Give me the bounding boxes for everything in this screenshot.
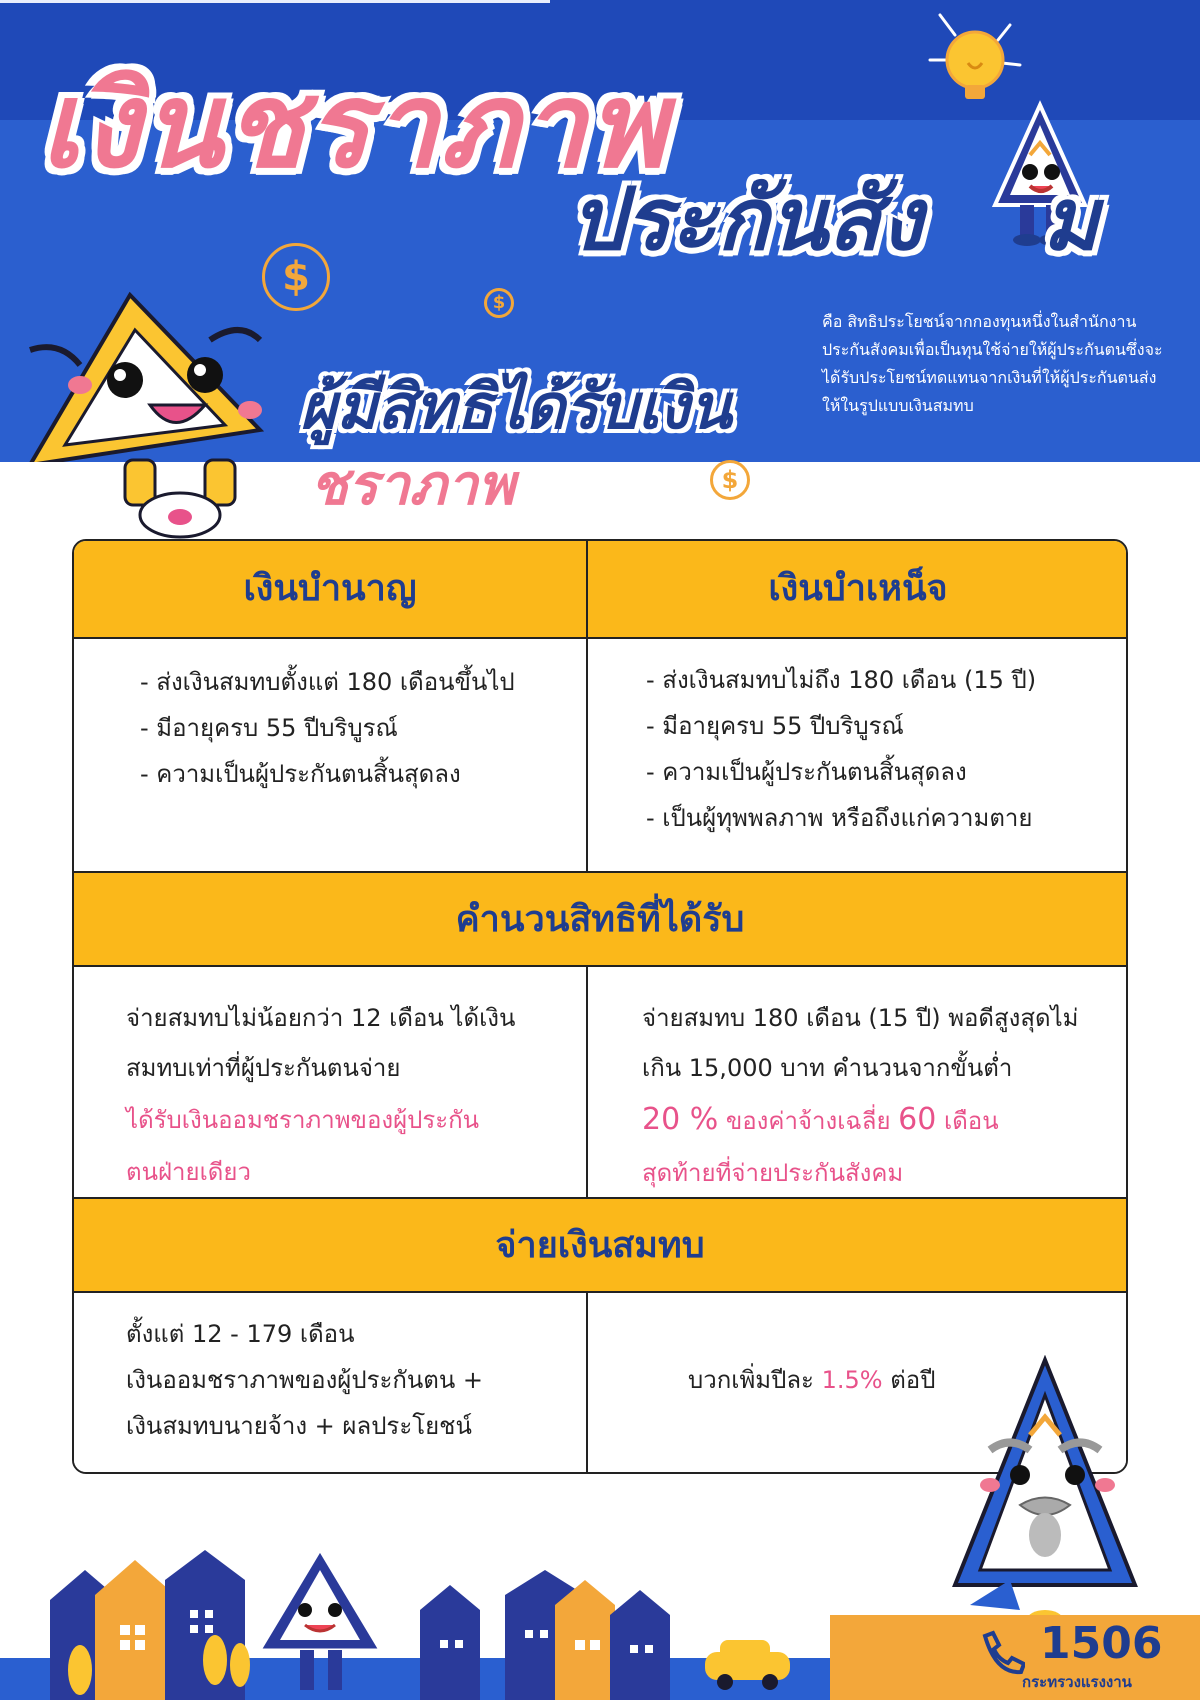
- calc-left-line: จ่ายสมทบไม่น้อยกว่า 12 เดือน ได้เงิน: [126, 1004, 516, 1032]
- table-row-calculation: [74, 967, 1126, 1199]
- contrib-right-line: [688, 1357, 935, 1403]
- calc-left-highlight: ตนฝ่ายเดียว: [126, 1158, 251, 1186]
- table-header-row: [74, 541, 1126, 639]
- list-item: - ส่งเงินสมทบไม่ถึง 180 เดือน (15 ปี): [646, 666, 1037, 694]
- dollar-coin-icon: $: [262, 243, 330, 311]
- header-stripe: [0, 0, 550, 3]
- eligible-subheading: ชราภาพ: [310, 453, 515, 518]
- description-line: ให้ในรูปแบบเงินสมทบ: [822, 396, 974, 415]
- calc-right-highlight: [642, 1093, 1079, 1148]
- calculation-header-row: [74, 873, 1126, 967]
- percent-value: 20 %: [642, 1102, 719, 1137]
- pension-header: เงินบำนาญ: [243, 568, 417, 609]
- table-row-conditions: [74, 639, 1126, 873]
- contrib-prefix: บวกเพิ่มปีละ: [688, 1366, 814, 1394]
- gratuity-header-cell: [588, 541, 1128, 637]
- pension-conditions-cell: [74, 639, 588, 871]
- dollar-coin-icon: $: [484, 288, 514, 318]
- gratuity-header: เงินบำเหน็จ: [768, 568, 948, 609]
- calc-right-highlight: สุดท้ายที่จ่ายประกันสังคม: [642, 1159, 904, 1187]
- contrib-rate: 1.5%: [821, 1366, 883, 1394]
- months-value: 60: [898, 1102, 937, 1137]
- benefits-table: [72, 539, 1128, 1474]
- contrib-left-cell: [74, 1293, 588, 1474]
- list-item: - ส่งเงินสมทบตั้งแต่ 180 เดือนขึ้นไป: [140, 668, 515, 696]
- pension-header-cell: [74, 541, 588, 637]
- phone-icon: [975, 1628, 1025, 1678]
- contrib-left-line: เงินสมทบนายจ้าง + ผลประโยชน์: [126, 1412, 472, 1440]
- title-sub: [570, 150, 1099, 287]
- calc-left-line: สมทบเท่าที่ผู้ประกันตนจ่าย: [126, 1054, 401, 1082]
- months-unit: เดือน: [943, 1107, 999, 1135]
- list-item: - เป็นผู้ทุพพลภาพ หรือถึงแก่ความตาย: [646, 804, 1033, 832]
- title-sub-part2: ม: [1042, 170, 1100, 270]
- list-item: - มีอายุครบ 55 ปีบริบูรณ์: [646, 712, 904, 740]
- list-item: - ความเป็นผู้ประกันตนสิ้นสุดลง: [646, 758, 967, 786]
- yellow-mascot-hands-icon: [110, 455, 250, 540]
- description-line: คือ สิทธิประโยชน์จากกองทุนหนึ่งในสำนักงาน: [822, 312, 1137, 331]
- yellow-mascot-icon: [10, 290, 290, 462]
- contribution-header-row: [74, 1199, 1126, 1293]
- calc-left-highlight: ได้รับเงินออมชราภาพของผู้ประกัน: [126, 1106, 480, 1134]
- calc-right-cell: [588, 967, 1128, 1197]
- percent-text: ของค่าจ้างเฉลี่ย: [725, 1107, 891, 1135]
- eligible-heading: ผู้มีสิทธิได้รับเงิน: [300, 370, 732, 443]
- ministry-name: กระทรวงแรงงาน: [1022, 1673, 1132, 1691]
- lightbulb-icon: [920, 5, 1030, 115]
- gratuity-conditions-cell: [588, 639, 1128, 871]
- title-main: เงินชราภาพ: [40, 56, 669, 194]
- list-item: - ความเป็นผู้ประกันตนสิ้นสุดลง: [140, 760, 461, 788]
- contrib-left-line: ตั้งแต่ 12 - 179 เดือน: [126, 1320, 355, 1348]
- contrib-suffix: ต่อปี: [890, 1366, 936, 1394]
- header-description: [822, 308, 1194, 420]
- description-line: ได้รับประโยชน์ทดแทนจากเงินที่ให้ผู้ประกันตนส่ง: [822, 368, 1157, 387]
- calc-right-line: จ่ายสมทบ 180 เดือน (15 ปี) พอดีสูงสุดไม่: [642, 1004, 1079, 1032]
- hotline-number: 1506: [1040, 1618, 1163, 1669]
- contrib-left-line: เงินออมชราภาพของผู้ประกันตน +: [126, 1366, 484, 1394]
- calc-left-cell: [74, 967, 588, 1197]
- title-sub-part1: ประกันสัง: [570, 170, 923, 270]
- description-line: ประกันสังคมเพื่อเป็นทุนใช้จ่ายให้ผู้ประกันตนซึ่งจะ: [822, 340, 1163, 359]
- contribution-header: จ่ายเงินสมทบ: [495, 1225, 705, 1266]
- list-item: - มีอายุครบ 55 ปีบริบูรณ์: [140, 714, 398, 742]
- calculation-header: คำนวนสิทธิที่ได้รับ: [455, 899, 745, 940]
- calc-right-line: เกิน 15,000 บาท คำนวนจากขั้นต่ำ: [642, 1054, 1013, 1082]
- dollar-coin-icon: $: [710, 460, 750, 500]
